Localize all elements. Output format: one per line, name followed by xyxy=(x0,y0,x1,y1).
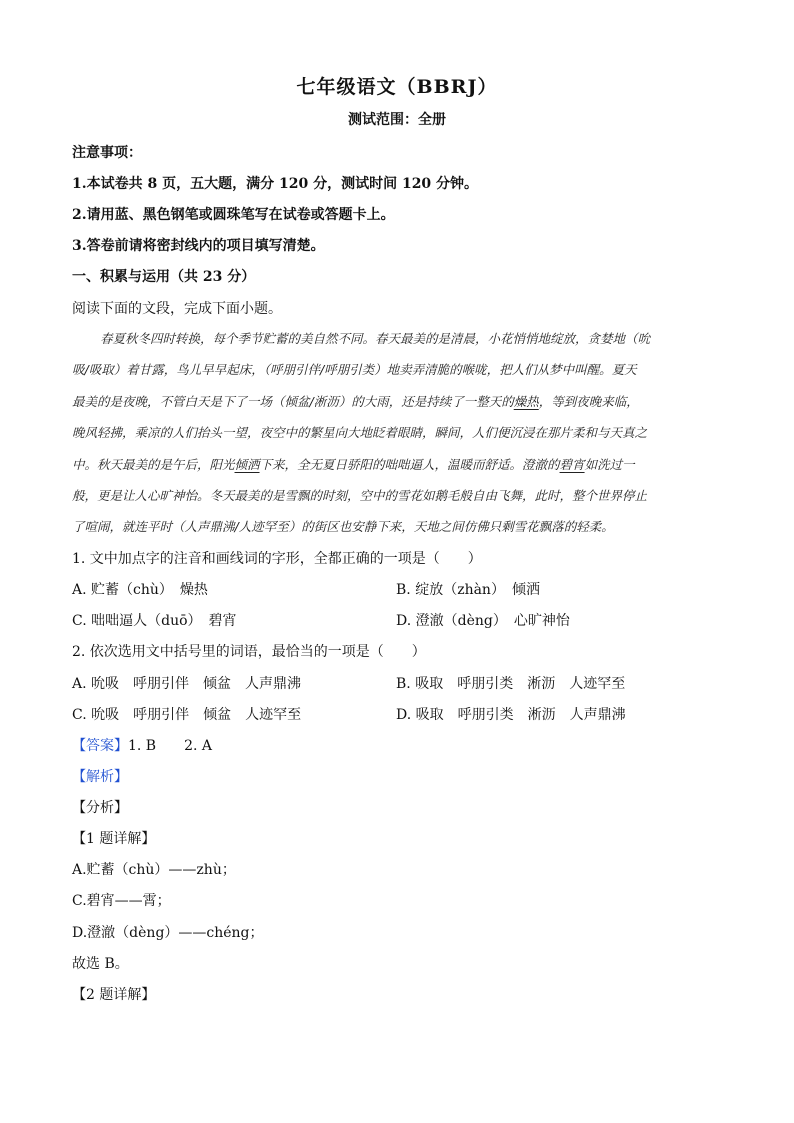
q1-option-a: A. 贮蓄（chù） 燥热 xyxy=(72,582,208,598)
notes-item-1: 1.本试卷共 8 页，五大题，满分 120 分，测试时间 120 分钟。 xyxy=(72,176,479,192)
q1-stem: 1. 文中加点字的注音和画线词的字形，全都正确的一项是（ ） xyxy=(72,551,482,567)
q2-option-a: A. 吮吸 呼朋引伴 倾盆 人声鼎沸 xyxy=(72,676,302,692)
q1-detail-line-3: D.澄澈（dèng）——chéng； xyxy=(72,925,264,941)
q2-detail-tag: 【2 题详解】 xyxy=(72,987,156,1003)
q2-option-c: C. 吮吸 呼朋引伴 倾盆 人迹罕至 xyxy=(72,707,302,723)
q1-option-b: B. 绽放（zhàn） 倾洒 xyxy=(396,582,540,598)
section-heading: 一、积累与运用（共 23 分） xyxy=(72,269,256,285)
notes-item-3: 3.答卷前请将密封线内的项目填写清楚。 xyxy=(72,238,325,254)
q1-option-d: D. 澄澈（dèng） 心旷神怡 xyxy=(396,613,570,629)
q2-option-d: D. 吸取 呼朋引类 淅沥 人声鼎沸 xyxy=(396,707,626,723)
passage-line-6: 般，更是让人心旷神怡。冬天最美的是雪飘的时刻，空中的雪花如鹅毛般自由飞舞，此时，整个世界停止 xyxy=(72,488,648,503)
q1-option-c: C. 咄咄逼人（duō） 碧宵 xyxy=(72,613,237,629)
passage-line-5: 中。秋天最美的是午后，阳光倾洒下来，全无夏日骄阳的咄咄逼人，温暖而舒适。澄澈的碧宵如洗过一 xyxy=(72,457,635,472)
fenxi-tag: 【分析】 xyxy=(72,800,128,816)
answer-tag: 【答案】 xyxy=(72,738,128,754)
q2-stem: 2. 依次选用文中括号里的词语，最恰当的一项是（ ） xyxy=(72,644,426,660)
underlined-word-bixiao: 碧宵 xyxy=(559,457,585,472)
passage-line-7: 了喧闹，就连平时（人声鼎沸/人迹罕至）的街区也安静下来，天地之间仿佛只剩雪花飘落的轻柔。 xyxy=(72,519,614,534)
q1-detail-line-1: A.贮蓄（chù）——zhù； xyxy=(72,862,236,878)
notes-heading: 注意事项： xyxy=(72,145,142,161)
page-title: 七年级语文（BBRJ） xyxy=(296,76,498,98)
notes-item-2: 2.请用蓝、黑色钢笔或圆珠笔写在试卷或答题卡上。 xyxy=(72,207,395,223)
q1-detail-line-4: 故选 B。 xyxy=(72,956,129,972)
passage-line-2: 吸/吸取）着甘露，鸟儿早早起床，（呼朋引伴/呼朋引类）地卖弄清脆的喉咙，把人们从梦中叫醒。夏天 xyxy=(72,362,637,377)
q1-detail-tag: 【1 题详解】 xyxy=(72,831,156,847)
passage-line-1: 春夏秋冬四时转换，每个季节贮蓄的美自然不同。春天最美的是清晨，小花悄悄地绽放，贪婪地（吮 xyxy=(100,331,651,346)
answer-text: 1. B 2. A xyxy=(128,738,213,754)
answer-line xyxy=(72,735,212,755)
q1-detail-line-2: C.碧宵——霄； xyxy=(72,893,171,909)
page-subtitle: 测试范围：全册 xyxy=(348,112,446,128)
analysis-tag: 【解析】 xyxy=(72,769,128,785)
underlined-word-zaore: 燥热 xyxy=(513,394,539,409)
passage-line-4: 晚风轻拂，乘凉的人们抬头一望，夜空中的繁星向大地眨着眼睛，瞬间，人们便沉浸在那片柔和与天真之 xyxy=(72,425,648,440)
passage-line-3: 最美的是夜晚，不管白天是下了一场（倾盆/淅沥）的大雨，还是持续了一整天的燥热，等到夜晚来临， xyxy=(72,394,639,409)
q2-option-b: B. 吸取 呼朋引类 淅沥 人迹罕至 xyxy=(396,676,626,692)
section-instruction: 阅读下面的文段，完成下面小题。 xyxy=(72,301,282,317)
underlined-word-qingsa: 倾洒 xyxy=(234,457,260,472)
